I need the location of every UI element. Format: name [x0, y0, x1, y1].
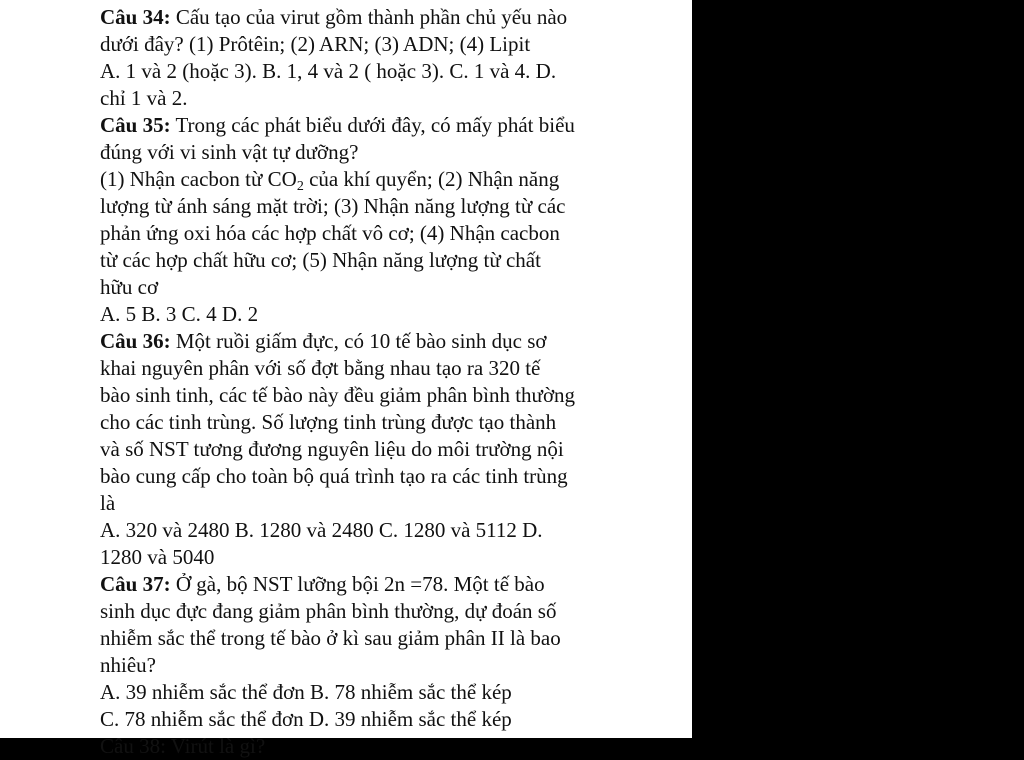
question-35-line-3: (1) Nhận cacbon từ $CO_2$ của khí quyển; (2) Nhận năng: [100, 167, 560, 194]
question-35-line-2: đúng với vi sinh vật tự dưỡng?: [100, 140, 359, 164]
question-36-line-1: Câu 36: Một ruồi giấm đực, có 10 tế bào sinh dục sơ: [100, 329, 547, 353]
question-37-options-cd: C. 78 nhiễm sắc thể đơn D. 39 nhiễm sắc thể kép: [100, 707, 512, 731]
question-37-line-4: nhiêu?: [100, 653, 156, 677]
question-34-line-2: dưới đây? (1) Prôtêin; (2) ARN; (3) ADN; (4) Lipit: [100, 32, 531, 56]
question-34-label: Câu 34:: [100, 5, 171, 29]
question-36-line-3: bào sinh tinh, các tế bào này đều giảm phân bình thường: [100, 383, 576, 407]
question-34-line-1: Câu 34: Cấu tạo của virut gồm thành phần chủ yếu nào: [100, 5, 568, 29]
question-35-options: A. 5 B. 3 C. 4 D. 2: [100, 302, 259, 326]
question-35-line-1: Câu 35: Trong các phát biểu dưới đây, có mấy phát biểu: [100, 113, 575, 137]
question-34-options-cont: chỉ 1 và 2.: [100, 86, 188, 110]
question-36-line-7: là: [100, 491, 116, 515]
document-text: [100, 4, 685, 758]
question-37-line-1: Câu 37: Ở gà, bộ NST lưỡng bội 2n =78. Một tế bào: [100, 572, 545, 596]
black-margin: [692, 0, 1024, 738]
question-38-cutoff: Câu 38: Virút là gì?: [100, 734, 266, 758]
question-34-options: A. 1 và 2 (hoặc 3). B. 1, 4 và 2 ( hoặc 3). C. 1 và 4. D.: [100, 59, 557, 83]
question-35-line-4: lượng từ ánh sáng mặt trời; (3) Nhận năng lượng từ các: [100, 194, 566, 218]
question-37-line-3: nhiễm sắc thể trong tế bào ở kì sau giảm phân II là bao: [100, 626, 561, 650]
question-36-label: Câu 36:: [100, 329, 171, 353]
question-35-line-7: hữu cơ: [100, 275, 159, 299]
question-37-options-ab: A. 39 nhiễm sắc thể đơn B. 78 nhiễm sắc thể kép: [100, 680, 512, 704]
question-36-line-5: và số NST tương đương nguyên liệu do môi trường nội: [100, 437, 564, 461]
co2-subscript: 2: [296, 179, 304, 194]
question-37-label: Câu 37:: [100, 572, 171, 596]
question-36-line-2: khai nguyên phân với số đợt bằng nhau tạo ra 320 tế: [100, 356, 541, 380]
question-35-label: Câu 35:: [100, 113, 171, 137]
question-36-line-4: cho các tinh trùng. Số lượng tinh trùng được tạo thành: [100, 410, 557, 434]
question-36-line-6: bào cung cấp cho toàn bộ quá trình tạo ra các tinh trùng: [100, 464, 568, 488]
question-36-options: A. 320 và 2480 B. 1280 và 2480 C. 1280 và 5112 D.: [100, 518, 543, 542]
question-36-options-cont: 1280 và 5040: [100, 545, 215, 569]
question-35-line-5: phản ứng oxi hóa các hợp chất vô cơ; (4) Nhận cacbon: [100, 221, 560, 245]
question-35-line-6: từ các hợp chất hữu cơ; (5) Nhận năng lượng từ chất: [100, 248, 541, 272]
question-37-line-2: sinh dục đực đang giảm phân bình thường, dự đoán số: [100, 599, 557, 623]
